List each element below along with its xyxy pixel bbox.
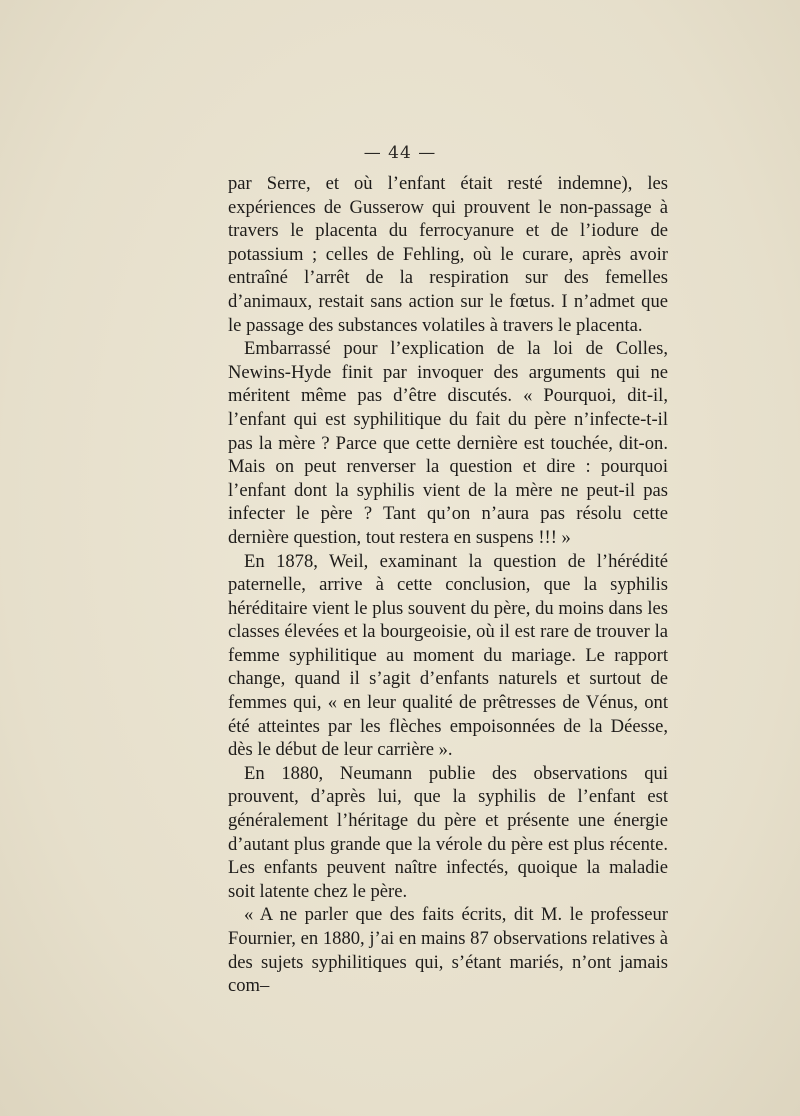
paragraph-2: Embarrassé pour l’explication de la loi de Colles, Newins-Hyde finit par invoquer des arguments qui ne méritent même pas d’être discutés. « Pourquoi, dit-il, l’enfant qui est syphilitique du fait du père n’infecte-t-il pas la mère ? Parce que cette dernière est touchée, dit-on. Mais on peut renverser la question et dire : pourquoi l’enfant dont la syphilis vient de la mère ne peut-il pas infecter le père ? Tant qu’on n’aura pas résolu cette dernière question, tout restera en suspens !!! »	[228, 338, 668, 548]
paragraph-1: par Serre, et où l’enfant était resté indemne), les expériences de Gusserow qui prouvent le non-passage à travers le placenta du ferrocyanure et de l’iodure de potassium ; celles de Fehling, où le curare, après avoir entraîné l’arrêt de la respiration sur des femelles d’animaux, restait sans action sur le fœtus. I n’admet que le passage des substances volatiles à travers le placenta.	[228, 173, 668, 336]
body-text	[228, 172, 668, 998]
paragraph-4: En 1880, Neumann publie des observations qui prouvent, d’après lui, que la syphilis de l’enfant est généralement l’héritage du père et présente une énergie d’autant plus grande que la vérole du père est plus récente. Les enfants peuvent naître infectés, quoique la maladie soit latente chez le père.	[228, 762, 668, 902]
paragraph-5: « A ne parler que des faits écrits, dit M. le professeur Fournier, en 1880, j’ai en mains 87 observations relatives à des sujets syphilitiques qui, s’étant mariés, n’ont jamais com–	[228, 904, 668, 997]
page-number: — 44 —	[363, 143, 437, 163]
paragraph-3: En 1878, Weil, examinant la question de l’hérédité paternelle, arrive à cette conclusion, que la syphilis héréditaire vient le plus souvent du père, du moins dans les classes élevées et la bourgeoisie, où il est rare de trouver la femme syphilitique au moment du mariage. Le rapport change, quand il s’agit d’enfants naturels et surtout de femmes qui, « en leur qualité de prêtresses de Vénus, ont été atteintes par les flèches empoisonnées de la Déesse, dès le début de leur carrière ».	[228, 550, 668, 761]
